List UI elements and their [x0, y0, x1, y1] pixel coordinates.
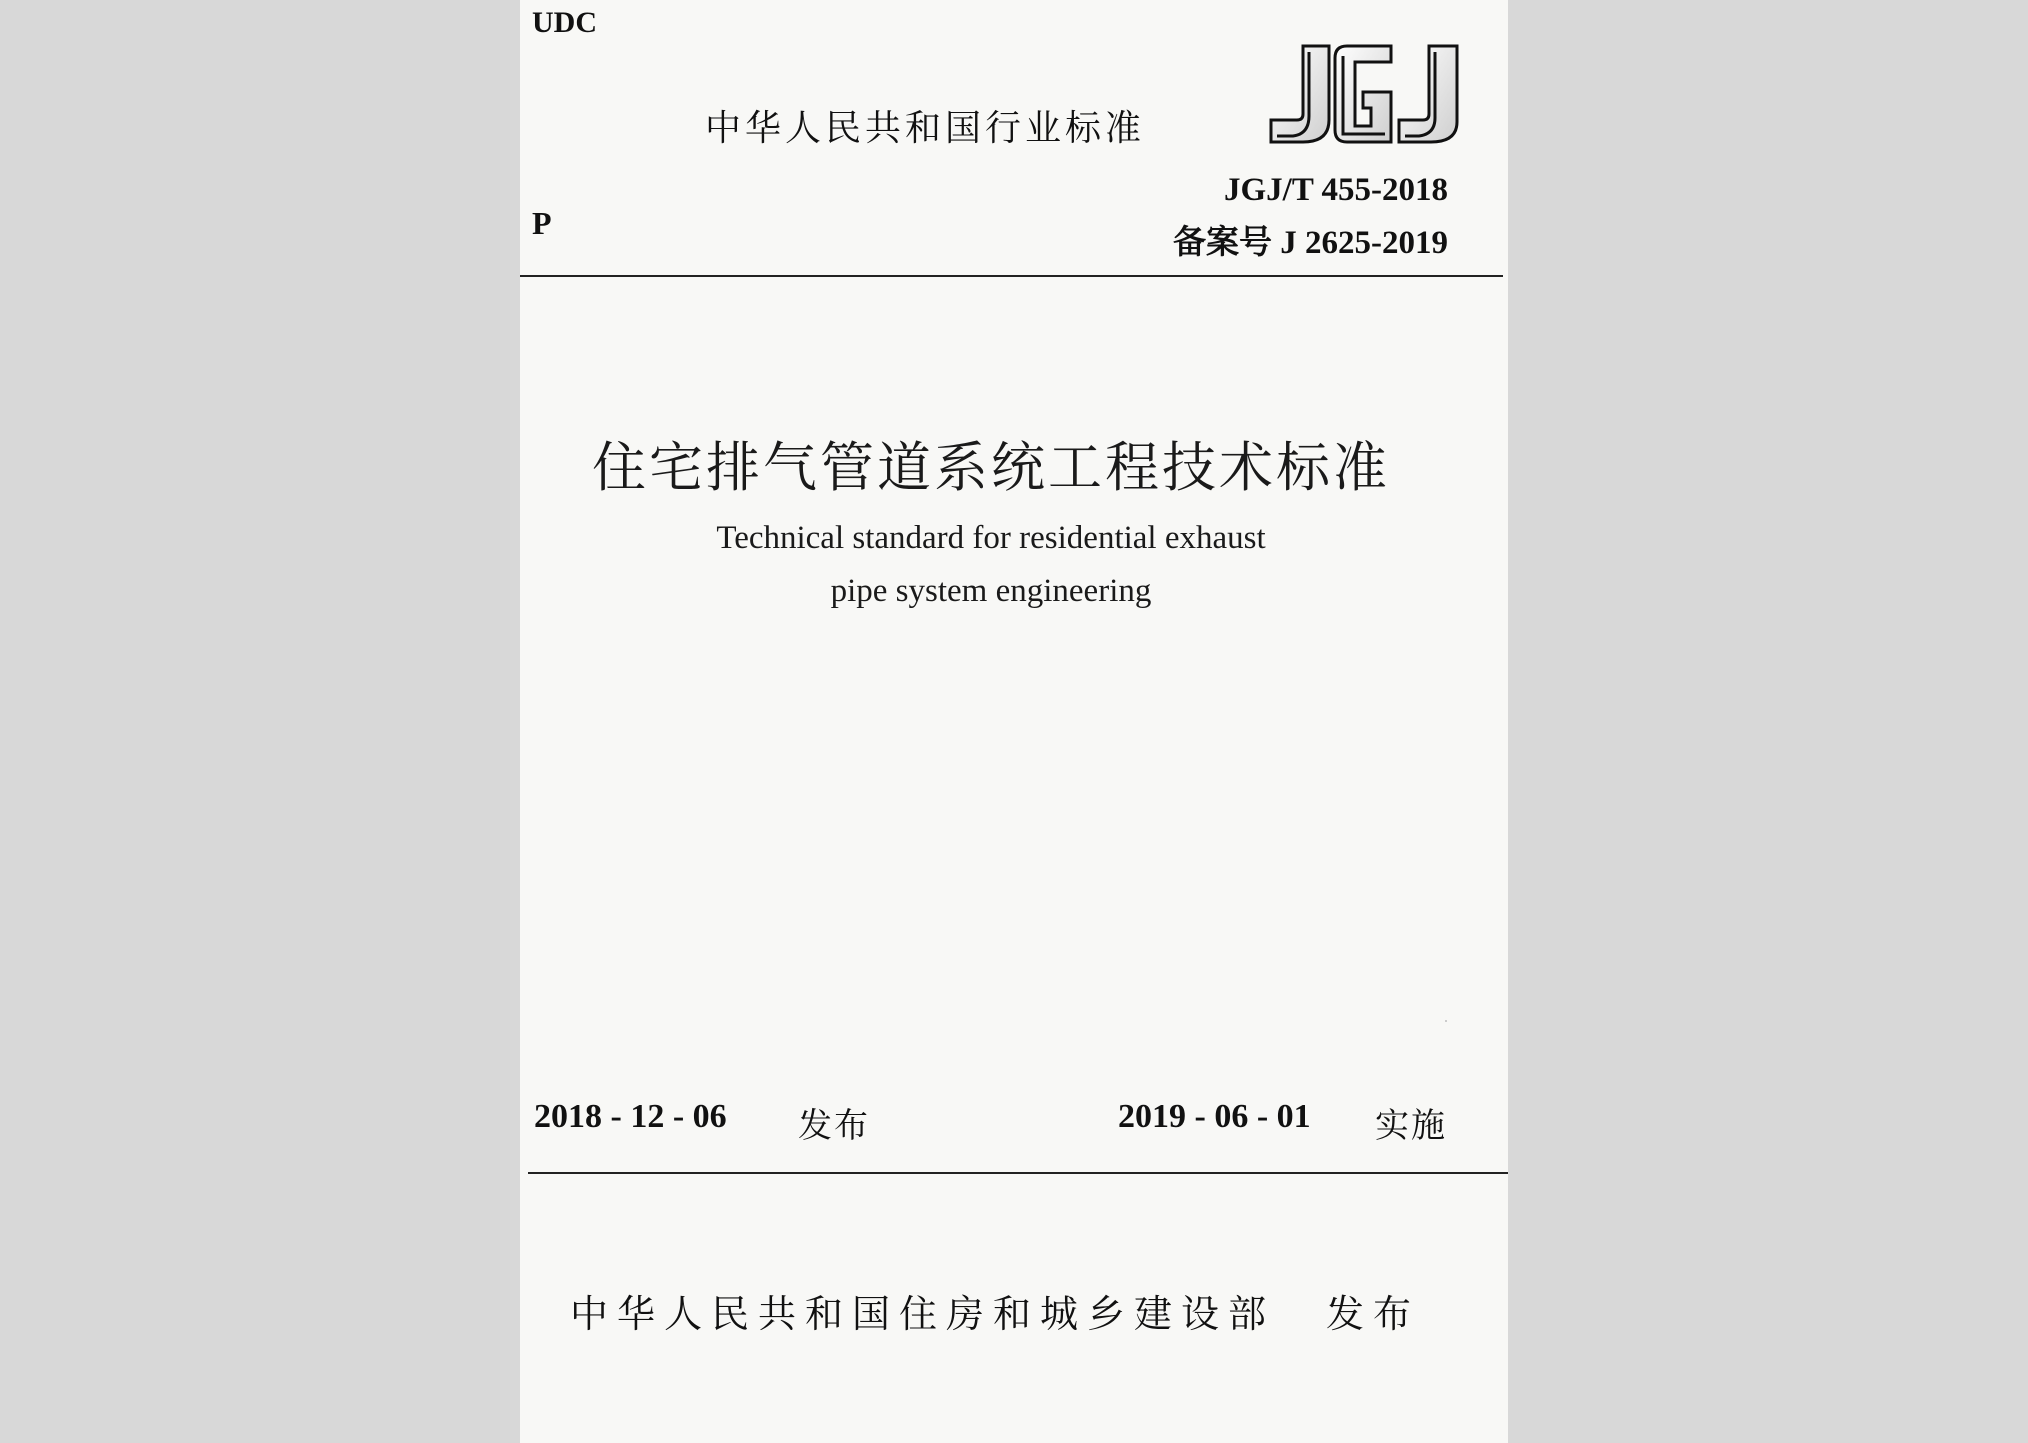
publish-label: 发布 — [1326, 1292, 1421, 1336]
issue-date: 2018 - 12 - 06 — [534, 1098, 727, 1135]
implementation-date: 2019 - 06 - 01 — [1118, 1098, 1311, 1135]
document-cover-page — [520, 0, 1508, 1443]
top-divider — [520, 275, 1503, 277]
title-english-line-1: Technical standard for residential exhaust — [716, 520, 1266, 556]
title-english-line-2: pipe system engineering — [830, 573, 1152, 609]
title-english — [520, 512, 1462, 618]
issue-label: 发布 — [798, 1106, 870, 1146]
classification-letter: P — [532, 205, 552, 241]
scan-speck — [1445, 1020, 1447, 1022]
udc-label: UDC — [532, 6, 597, 39]
implementation-label: 实施 — [1375, 1106, 1447, 1146]
record-number: 备案号 J 2625-2019 — [1173, 225, 1448, 261]
standard-number: JGJ/T 455-2018 — [1224, 172, 1448, 208]
bottom-divider — [528, 1172, 1508, 1174]
title-chinese: 住宅排气管道系统工程技术标准 — [592, 436, 1390, 499]
publisher-name: 中华人民共和国住房和城乡建设部 — [570, 1292, 1276, 1336]
jgj-logo-icon — [1263, 42, 1463, 146]
industry-standard-heading: 中华人民共和国行业标准 — [705, 108, 1146, 149]
